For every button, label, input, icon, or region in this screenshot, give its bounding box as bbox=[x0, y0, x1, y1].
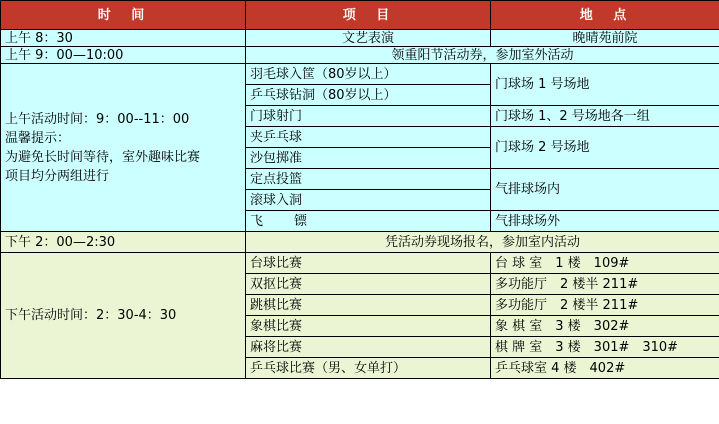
afternoon-location: 多功能厅 2 楼半 211# bbox=[491, 274, 719, 295]
performance-location: 晚晴苑前院 bbox=[491, 30, 719, 47]
morning-item: 滚球入洞 bbox=[246, 190, 491, 211]
afternoon-time-cell: 下午活动时间：2：30-4：30 bbox=[1, 253, 246, 379]
afternoon-item: 象棋比赛 bbox=[246, 316, 491, 337]
morning-tip-title: 温馨提示： bbox=[5, 130, 71, 146]
row-performance bbox=[1, 30, 719, 47]
afternoon-item: 双抠比赛 bbox=[246, 274, 491, 295]
afternoon-item: 麻将比赛 bbox=[246, 337, 491, 358]
afternoon-item: 乒乓球比赛（男、女单打） bbox=[246, 358, 491, 379]
morning-location: 门球场 2 号场地 bbox=[491, 127, 719, 169]
morning-time-label: 上午活动时间：9：00--11：00 bbox=[5, 111, 190, 127]
afternoon-row bbox=[1, 253, 719, 274]
afternoon-location: 多功能厅 2 楼半 211# bbox=[491, 295, 719, 316]
afternoon-item: 台球比赛 bbox=[246, 253, 491, 274]
morning-row bbox=[1, 64, 719, 85]
header-location: 地 点 bbox=[491, 1, 719, 30]
morning-item: 乒乓球钻洞（80岁以上） bbox=[246, 85, 491, 106]
morning-location: 气排球场外 bbox=[491, 211, 719, 232]
row-afternoon-registration bbox=[1, 232, 719, 253]
morning-item-darts bbox=[246, 211, 491, 232]
afternoon-location: 台 球 室 1 楼 109# bbox=[491, 253, 719, 274]
afternoon-item: 跳棋比赛 bbox=[246, 295, 491, 316]
darts-char-2: 镖 bbox=[294, 213, 308, 229]
header-item: 项 目 bbox=[246, 1, 491, 30]
ticket-item: 领重阳节活动券，参加室外活动 bbox=[246, 47, 719, 64]
pm-registration-time: 下午 2：00—2:30 bbox=[1, 232, 246, 253]
morning-tip-line1: 为避免长时间等待，室外趣味比赛 bbox=[5, 149, 201, 165]
morning-time-cell bbox=[1, 64, 246, 232]
performance-item: 文艺表演 bbox=[246, 30, 491, 47]
header-row bbox=[1, 1, 719, 30]
morning-item: 沙包掷准 bbox=[246, 148, 491, 169]
morning-location: 门球场 1、2 号场地各一组 bbox=[491, 106, 719, 127]
ticket-time: 上午 9：00—10:00 bbox=[1, 47, 246, 64]
afternoon-location: 象 棋 室 3 楼 302# bbox=[491, 316, 719, 337]
darts-char-1: 飞 bbox=[250, 213, 264, 229]
pm-registration-item: 凭活动券现场报名，参加室内活动 bbox=[246, 232, 719, 253]
row-ticket bbox=[1, 47, 719, 64]
morning-location: 门球场 1 号场地 bbox=[491, 64, 719, 106]
morning-item: 羽毛球入筐（80岁以上） bbox=[246, 64, 491, 85]
morning-item: 门球射门 bbox=[246, 106, 491, 127]
morning-item: 夹乒乓球 bbox=[246, 127, 491, 148]
morning-tip-line2: 项目均分两组进行 bbox=[5, 168, 110, 184]
header-time: 时 间 bbox=[1, 1, 246, 30]
morning-item: 定点投篮 bbox=[246, 169, 491, 190]
afternoon-location: 棋 牌 室 3 楼 301# 310# bbox=[491, 337, 719, 358]
performance-time: 上午 8：30 bbox=[1, 30, 246, 47]
morning-location: 气排球场内 bbox=[491, 169, 719, 211]
afternoon-location: 乒乓球室 4 楼 402# bbox=[491, 358, 719, 379]
